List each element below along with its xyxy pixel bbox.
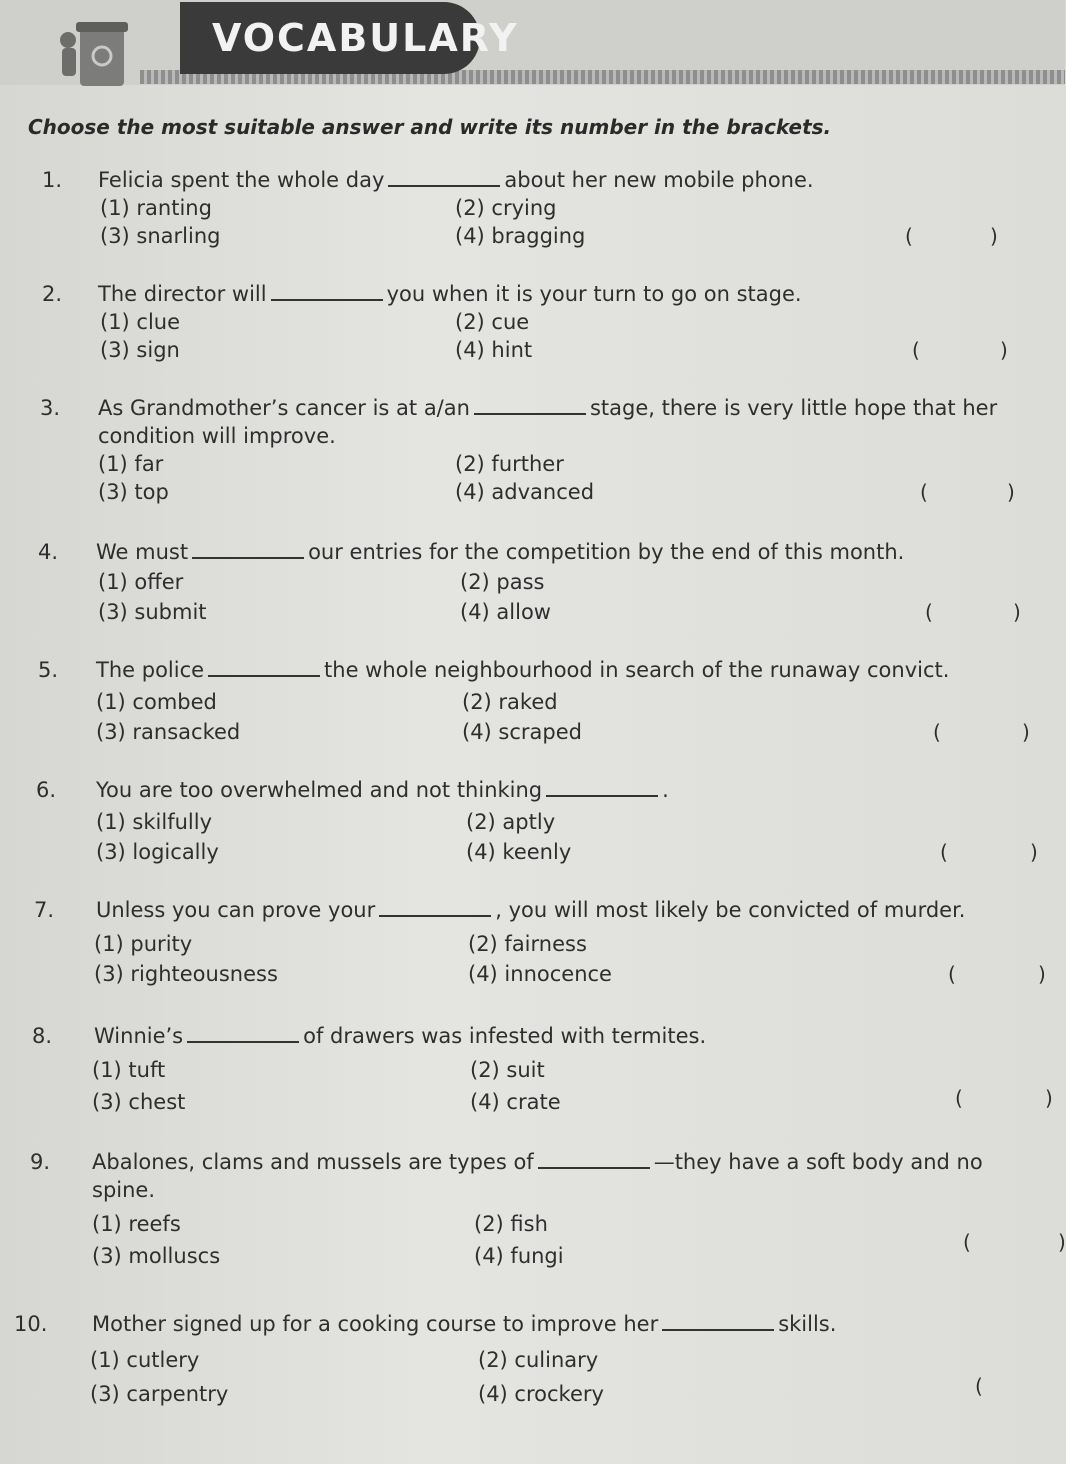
stem-after-blank: stage, there is very little hope that her <box>589 396 998 420</box>
answer-bracket-close: ) <box>1013 600 1021 624</box>
answer-bracket-open[interactable]: ( <box>912 338 920 362</box>
answer-bracket-close: ) <box>990 224 998 248</box>
stem-after-blank: the whole neighbourhood in search of the runaway convict. <box>324 658 950 682</box>
question-stem <box>98 168 814 192</box>
option-1: (1) far <box>98 452 164 476</box>
answer-bracket-open[interactable]: ( <box>963 1230 971 1254</box>
option-1: (1) clue <box>100 310 181 334</box>
stem-before-blank: Unless you can prove your <box>96 898 376 922</box>
question-number: 3. <box>40 396 61 420</box>
question-6 <box>0 778 1065 898</box>
option-4: (4) crockery <box>478 1382 604 1406</box>
stem-before-blank: Felicia spent the whole day <box>98 168 385 192</box>
option-1: (1) purity <box>94 932 193 956</box>
question-7 <box>0 898 1065 1018</box>
question-stem <box>98 396 997 420</box>
stem-continuation: spine. <box>92 1178 156 1202</box>
option-4: (4) bragging <box>455 224 586 248</box>
answer-blank[interactable] <box>208 659 320 677</box>
question-stem <box>92 1312 836 1336</box>
answer-blank[interactable] <box>538 1151 650 1169</box>
option-1: (1) offer <box>98 570 184 594</box>
option-4: (4) allow <box>460 600 551 624</box>
question-number: 2. <box>42 282 63 306</box>
option-4: (4) scraped <box>462 720 582 744</box>
question-number: 6. <box>36 778 57 802</box>
option-3: (3) logically <box>96 840 219 864</box>
question-number: 1. <box>42 168 63 192</box>
answer-blank[interactable] <box>379 899 491 917</box>
question-number: 9. <box>30 1150 51 1174</box>
answer-blank[interactable] <box>271 283 383 301</box>
question-2 <box>0 282 1065 402</box>
stem-before-blank: We must <box>96 540 189 564</box>
option-3: (3) chest <box>92 1090 186 1114</box>
option-3: (3) submit <box>98 600 207 624</box>
option-2: (2) suit <box>470 1058 545 1082</box>
question-number: 10. <box>14 1312 48 1336</box>
question-number: 7. <box>34 898 55 922</box>
answer-bracket-open[interactable]: ( <box>955 1086 963 1110</box>
question-4 <box>0 540 1065 660</box>
option-3: (3) righteousness <box>94 962 278 986</box>
question-9 <box>0 1150 1065 1270</box>
stem-after-blank: you when it is your turn to go on stage. <box>386 282 802 306</box>
option-2: (2) further <box>455 452 564 476</box>
answer-bracket-close: ) <box>1007 480 1015 504</box>
option-3: (3) snarling <box>100 224 221 248</box>
stem-before-blank: The director will <box>98 282 267 306</box>
stem-after-blank: our entries for the competition by the end of this month. <box>308 540 905 564</box>
answer-bracket-open[interactable]: ( <box>940 840 948 864</box>
option-3: (3) sign <box>100 338 180 362</box>
option-2: (2) pass <box>460 570 545 594</box>
question-stem <box>96 540 904 564</box>
answer-bracket-open[interactable]: ( <box>933 720 941 744</box>
stem-before-blank: Mother signed up for a cooking course to improve her <box>92 1312 659 1336</box>
option-1: (1) cutlery <box>90 1348 200 1372</box>
question-number: 8. <box>32 1024 53 1048</box>
stem-before-blank: Winnie’s <box>94 1024 184 1048</box>
question-1 <box>0 168 1065 288</box>
option-1: (1) skilfully <box>96 810 212 834</box>
question-3 <box>0 396 1065 516</box>
question-stem <box>92 1150 983 1174</box>
question-stem <box>96 658 949 682</box>
question-stem <box>94 1024 706 1048</box>
option-3: (3) molluscs <box>92 1244 221 1268</box>
option-4: (4) hint <box>455 338 533 362</box>
option-4: (4) fungi <box>474 1244 564 1268</box>
option-1: (1) reefs <box>92 1212 181 1236</box>
option-4: (4) crate <box>470 1090 561 1114</box>
option-4: (4) innocence <box>468 962 612 986</box>
question-5 <box>0 658 1065 778</box>
stem-after-blank: skills. <box>778 1312 837 1336</box>
instruction-text: Choose the most suitable answer and write its number in the brackets. <box>28 115 832 139</box>
option-3: (3) ransacked <box>96 720 241 744</box>
question-8 <box>0 1024 1065 1144</box>
option-2: (2) fish <box>474 1212 548 1236</box>
option-1: (1) tuft <box>92 1058 166 1082</box>
stem-before-blank: The police <box>96 658 205 682</box>
option-2: (2) fairness <box>468 932 587 956</box>
stem-after-blank: —they have a soft body and no <box>653 1150 983 1174</box>
answer-bracket-open[interactable]: ( <box>905 224 913 248</box>
answer-blank[interactable] <box>192 541 304 559</box>
stem-before-blank: As Grandmother’s cancer is at a/an <box>98 396 470 420</box>
question-10 <box>0 1312 1065 1432</box>
stem-after-blank: . <box>662 778 669 802</box>
recycle-bin-icon <box>58 10 136 90</box>
answer-bracket-close: ) <box>1000 338 1008 362</box>
answer-bracket-close: ) <box>1030 840 1038 864</box>
question-stem <box>98 282 802 306</box>
page-title: VOCABULARY <box>212 16 519 60</box>
answer-bracket-close: ) <box>1022 720 1030 744</box>
option-2: (2) culinary <box>478 1348 599 1372</box>
option-3: (3) carpentry <box>90 1382 229 1406</box>
answer-blank[interactable] <box>474 397 586 415</box>
answer-bracket-close: ) <box>1045 1086 1053 1110</box>
option-2: (2) cue <box>455 310 530 334</box>
option-2: (2) raked <box>462 690 558 714</box>
answer-blank[interactable] <box>546 779 658 797</box>
stem-before-blank: Abalones, clams and mussels are types of <box>92 1150 534 1174</box>
question-stem <box>96 778 669 802</box>
stem-before-blank: You are too overwhelmed and not thinking <box>96 778 543 802</box>
option-1: (1) combed <box>96 690 217 714</box>
option-1: (1) ranting <box>100 196 212 220</box>
answer-blank[interactable] <box>388 169 500 187</box>
stem-after-blank: about her new mobile phone. <box>504 168 814 192</box>
stem-continuation: condition will improve. <box>98 424 336 448</box>
option-4: (4) keenly <box>466 840 572 864</box>
answer-bracket-open[interactable]: ( <box>948 962 956 986</box>
answer-bracket-open[interactable]: ( <box>925 600 933 624</box>
stem-after-blank: of drawers was infested with termites. <box>303 1024 707 1048</box>
answer-blank[interactable] <box>662 1313 774 1331</box>
option-4: (4) advanced <box>455 480 595 504</box>
option-2: (2) crying <box>455 196 557 220</box>
answer-blank[interactable] <box>187 1025 299 1043</box>
stem-after-blank: , you will most likely be convicted of murder. <box>495 898 966 922</box>
answer-bracket-open[interactable]: ( <box>920 480 928 504</box>
question-number: 4. <box>38 540 59 564</box>
answer-bracket-open[interactable]: ( <box>975 1374 983 1398</box>
answer-bracket-close: ) <box>1058 1230 1066 1254</box>
question-number: 5. <box>38 658 59 682</box>
question-stem <box>96 898 965 922</box>
answer-bracket-close: ) <box>1038 962 1046 986</box>
option-3: (3) top <box>98 480 169 504</box>
option-2: (2) aptly <box>466 810 556 834</box>
